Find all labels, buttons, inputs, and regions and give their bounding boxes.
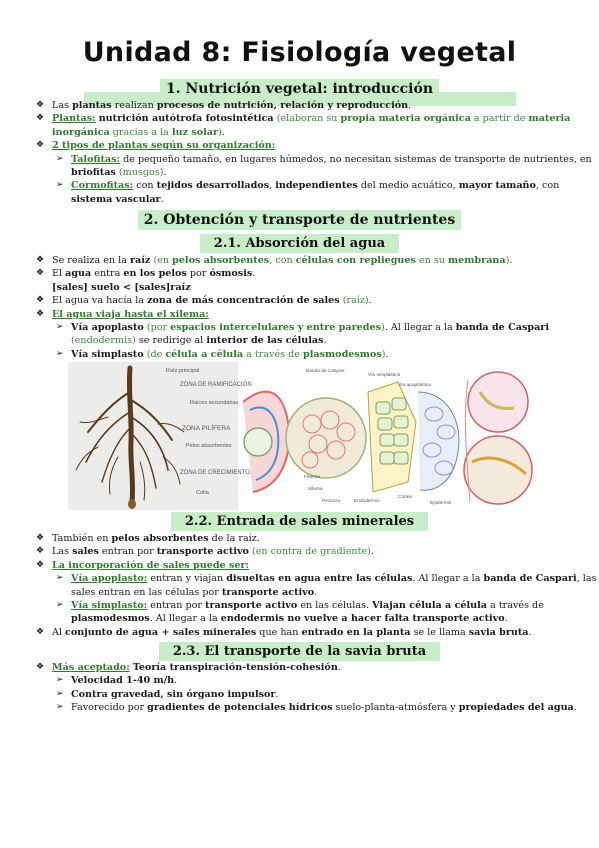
label-banda-caspari: Banda de Caspari (306, 369, 345, 374)
root-absorption-figure (68, 362, 533, 510)
section-1-content (0, 99, 599, 206)
list-item: ❖ Al conjunto de agua + sales minerales que han entrado en la planta se le llama savia bruta. (36, 626, 532, 638)
list-item: ❖ 2 tipos de plantas según su organización: (36, 140, 276, 152)
label-xilema: Xilema (308, 487, 323, 492)
list-item: ➢ Velocidad 1-40 m/h. (56, 675, 178, 687)
section-heading-1: 1. Nutrición vegetal: introducción (0, 78, 599, 99)
list-item: ❖ La incorporación de sales puede ser: (36, 559, 250, 571)
list-item: ❖ El agua viaja hasta el xilema: (36, 308, 209, 320)
label-via-apoplastica: Vía apoplástica (398, 383, 431, 388)
list-item: ➢ Contra gravedad, sin órgano impulsor. (56, 688, 279, 700)
list-item: ➢ Cormofitas: con tejidos desarrollados, independientes del medio acuático, mayor tamaño, con sistema vascular. (56, 180, 560, 205)
section-2-3-content (0, 661, 599, 715)
label-pelos-absorbentes: Pelos absorbentes (186, 443, 232, 449)
list-item: ➢ Vía simplasto (de célula a célula a través de plasmodesmos). (56, 348, 389, 360)
label-periciclo: Periciclo (322, 499, 341, 504)
list-item: ➢ Favorecido por gradientes de potenciales hídricos suelo-planta-atmósfera y propiedades del agua. (56, 702, 577, 714)
label-zona-ramificacion: ZONA DE RAMIFICACIÓN (180, 382, 252, 388)
section-heading-2: 2. Obtención y transporte de nutrientes (0, 209, 599, 230)
list-item: ❖ Las sales entran por transporte activo (en contra de gradiente). (36, 546, 374, 558)
label-zona-crecimiento: ZONA DE CRECIMIENTO (180, 470, 250, 476)
section-2-2-content (0, 532, 599, 639)
list-item: ❖ También en pelos absorbentes de la raíz. (36, 533, 260, 544)
label-cortex: Córtex (398, 495, 413, 500)
label-via-simplastica: Vía simplástica (368, 373, 401, 378)
list-item: ➢ Vía simplasto: entran por transporte activo en las células. Viajan célula a célula a través de plasmodesmos. Al llegar a la endodermis no vuelve a hacer falta transporte activo. (56, 600, 544, 625)
label-epidermis: Epidermis (430, 501, 452, 506)
subsection-heading-2-1: 2.1. Absorción del agua (0, 232, 599, 253)
list-item: ❖ Las plantas realizan procesos de nutrición, relación y reproducción. (36, 100, 412, 111)
list-item: ❖ Se realiza en la raíz (en pelos absorbentes, con células con repliegues en su membrana). (36, 255, 513, 266)
list-item: ❖ El agua va hacía la zona de más concentración de sales (raíz). (36, 295, 372, 307)
list-item: ➢ Talofitas: de pequeño tamaño, en lugares húmedos, no necesitan sistemas de transporte de nutrientes, en briofitas (musgos). (56, 153, 592, 179)
label-zona-pilifera: ZONA PILÍFERA (182, 425, 231, 432)
page-title: Unidad 8: Fisiología vegetal (82, 37, 517, 68)
tissue-diagram (243, 372, 532, 504)
list-item: ❖ Plantas: nutrición autótrofa fotosintética (elaboran su propia materia orgánica a partir de materia inorgánica gracias a la luz solar). (36, 113, 571, 138)
label-endodermis: Endodermis (354, 499, 380, 504)
subsection-heading-2-3: 2.3. El transporte de la savia bruta (0, 640, 599, 661)
list-item: ❖ El agua entra en los pelos por ósmosis. [sales] suelo < [sales]raíz (36, 268, 256, 293)
root-cap (128, 499, 136, 509)
label-floema: Floema (304, 475, 320, 480)
section-2-1-content (0, 254, 599, 361)
list-item: ❖ Más aceptado: Teoría transpiración-tensión-cohesión. (36, 662, 341, 673)
list-item: ➢ Vía apoplasto: entran y viajan disueltas en agua entre las células. Al llegar a la banda de Caspari, las sales entran en las células por transporte activo. (56, 573, 597, 598)
subsection-heading-2-2: 2.2. Entrada de sales minerales (0, 510, 599, 531)
page-title-block (0, 36, 599, 70)
label-raiz-principal: Raíz principal (166, 368, 200, 374)
label-raices-secundarias: Raíces secundarias (190, 400, 239, 406)
label-cofia: Cofia (196, 490, 209, 496)
list-item: ➢ Vía apoplasto (por espacios intercelulares y entre paredes). Al llegar a la banda de Caspari (endodermis) se redirige al interior de las células. (56, 322, 549, 347)
